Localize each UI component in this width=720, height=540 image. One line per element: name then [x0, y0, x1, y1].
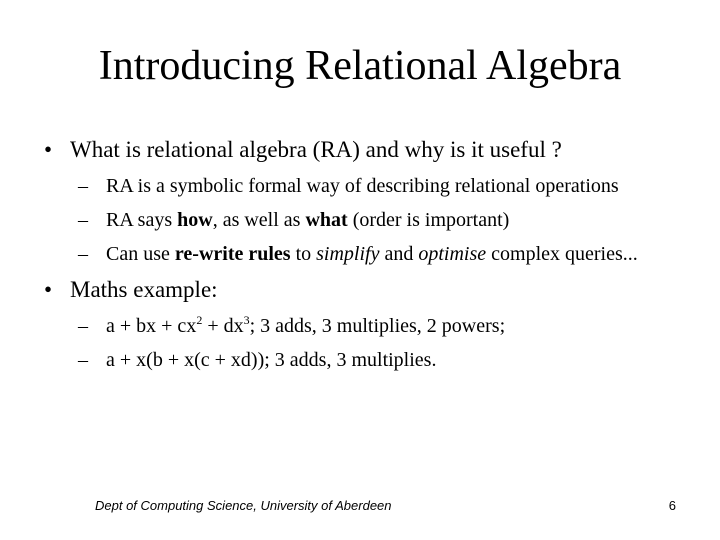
dash-icon: –: [78, 209, 88, 231]
bullet-text: Maths example:: [70, 277, 218, 302]
sub-item-text: (order is important): [347, 209, 510, 231]
dash-icon: –: [78, 349, 88, 371]
italic-optimise: optimise: [418, 243, 487, 265]
slide-title: Introducing Relational Algebra: [98, 43, 622, 89]
bullet-ra-question: [44, 136, 684, 164]
sub-item-text: a + x(b + x(c + xd)); 3 adds, 3 multiplies.: [106, 349, 437, 371]
sub-item-horner: [70, 348, 684, 373]
sub-list-maths: [70, 314, 684, 373]
sub-item-text: a + bx + cx: [106, 315, 197, 337]
footer-department: Dept of Computing Science, University of Aberdeen: [95, 498, 392, 513]
sub-list-ra: [70, 174, 684, 267]
sub-item-text: RA is a symbolic formal way of describing relational operations: [106, 175, 619, 197]
dash-icon: –: [78, 243, 88, 265]
bold-what: what: [305, 209, 348, 231]
sub-item-text: ; 3 adds, 3 multiplies, 2 powers;: [249, 315, 506, 337]
dash-icon: –: [78, 175, 88, 197]
footer-page-number: 6: [668, 498, 676, 513]
sub-item-ra-symbolic: [70, 174, 684, 199]
sub-item-text: RA says: [106, 209, 178, 231]
bold-how: how: [177, 209, 213, 231]
italic-simplify: simplify: [316, 243, 380, 265]
superscript: 3: [243, 313, 250, 327]
sub-item-text: to: [290, 243, 317, 265]
sub-item-text: Can use: [106, 243, 175, 265]
slide-content: [44, 136, 684, 382]
sub-item-text: and: [379, 243, 419, 265]
sub-item-text: + dx: [202, 315, 244, 337]
bold-rewrite-rules: re-write rules: [174, 243, 291, 265]
sub-item-ra-how-what: [70, 208, 684, 233]
sub-item-rewrite-rules: [70, 242, 684, 267]
bullet-text: What is relational algebra (RA) and why is it useful ?: [70, 137, 562, 162]
bullet-icon: •: [44, 277, 53, 302]
dash-icon: –: [78, 315, 88, 337]
sub-item-text: complex queries...: [486, 243, 638, 265]
sub-item-text: , as well as: [212, 209, 306, 231]
bullet-maths-example: [44, 276, 684, 304]
sub-item-polynomial: [70, 314, 684, 339]
bullet-icon: •: [44, 137, 53, 162]
superscript: 2: [196, 313, 203, 327]
